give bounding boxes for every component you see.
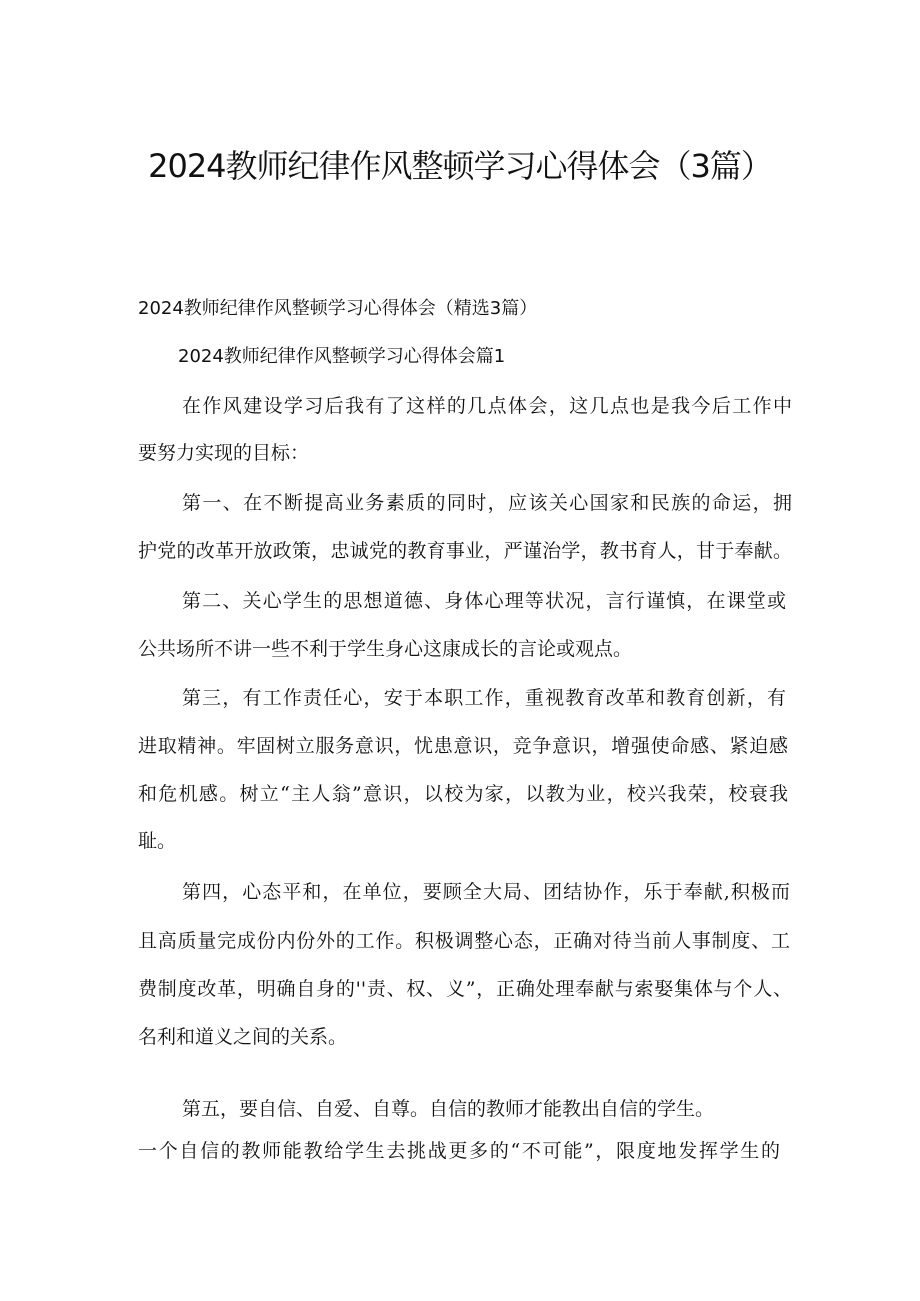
- paragraph-line: 耻。: [138, 830, 177, 852]
- paragraph-line: 第五，要自信、自爱、自尊。自信的教师才能教出自信的学生。: [182, 1098, 715, 1120]
- paragraph-line: 名利和道义之间的关系。: [138, 1026, 348, 1048]
- paragraph-line: 费制度改革，明确自身的''责、权、义”，正确处理奉献与索娶集体与个人、: [138, 978, 792, 1000]
- paragraph-line: 公共场所不讲一些不利于学生身心这康成长的言论或观点。: [138, 638, 633, 660]
- paragraph-line: 和危机感。树立“主人翁”意识，以校为家，以教为业，校兴我荣，校衰我: [138, 783, 788, 805]
- paragraph-line: 且高质量完成份内份外的工作。积极调整心态，正确对待当前人事制度、工: [138, 930, 790, 952]
- section-heading: 2024教师纪律作风整顿学习心得体会篇1: [178, 346, 506, 367]
- paragraph-line: 第一、在不断提高业务素质的同时，应该关心国家和民族的命运，拥: [182, 492, 792, 514]
- paragraph-line: 第四，心态平和，在单位，要顾全大局、团结协作，乐于奉献,积极而: [182, 881, 790, 903]
- paragraph-line: 一个自信的教师能教给学生去挑战更多的“不可能”，限度地发挥学生的: [138, 1140, 780, 1162]
- paragraph-line: 要努力实现的目标：: [138, 442, 310, 464]
- document-title: 2024教师纪律作风整顿学习心得体会（3篇）: [148, 147, 772, 185]
- paragraph-line: 第二、关心学生的思想道德、身体心理等状况，言行谨慎，在课堂或: [182, 590, 786, 612]
- paragraph-line: 进取精神。牢固树立服务意识，忧患意识，竞争意识，增强使命感、紧迫感: [138, 735, 788, 757]
- paragraph-line: 在作风建设学习后我有了这样的几点体会，这几点也是我今后工作中: [182, 395, 792, 417]
- paragraph-line: 第三，有工作责任心，安于本职工作，重视教育改革和教育创新，有: [182, 687, 786, 709]
- paragraph-line: 护党的改革开放政策，忠诚党的教育事业，严谨治学，教书育人，甘于奉献。: [138, 540, 792, 562]
- document-subtitle: 2024教师纪律作风整顿学习心得体会（精选3篇）: [138, 298, 538, 319]
